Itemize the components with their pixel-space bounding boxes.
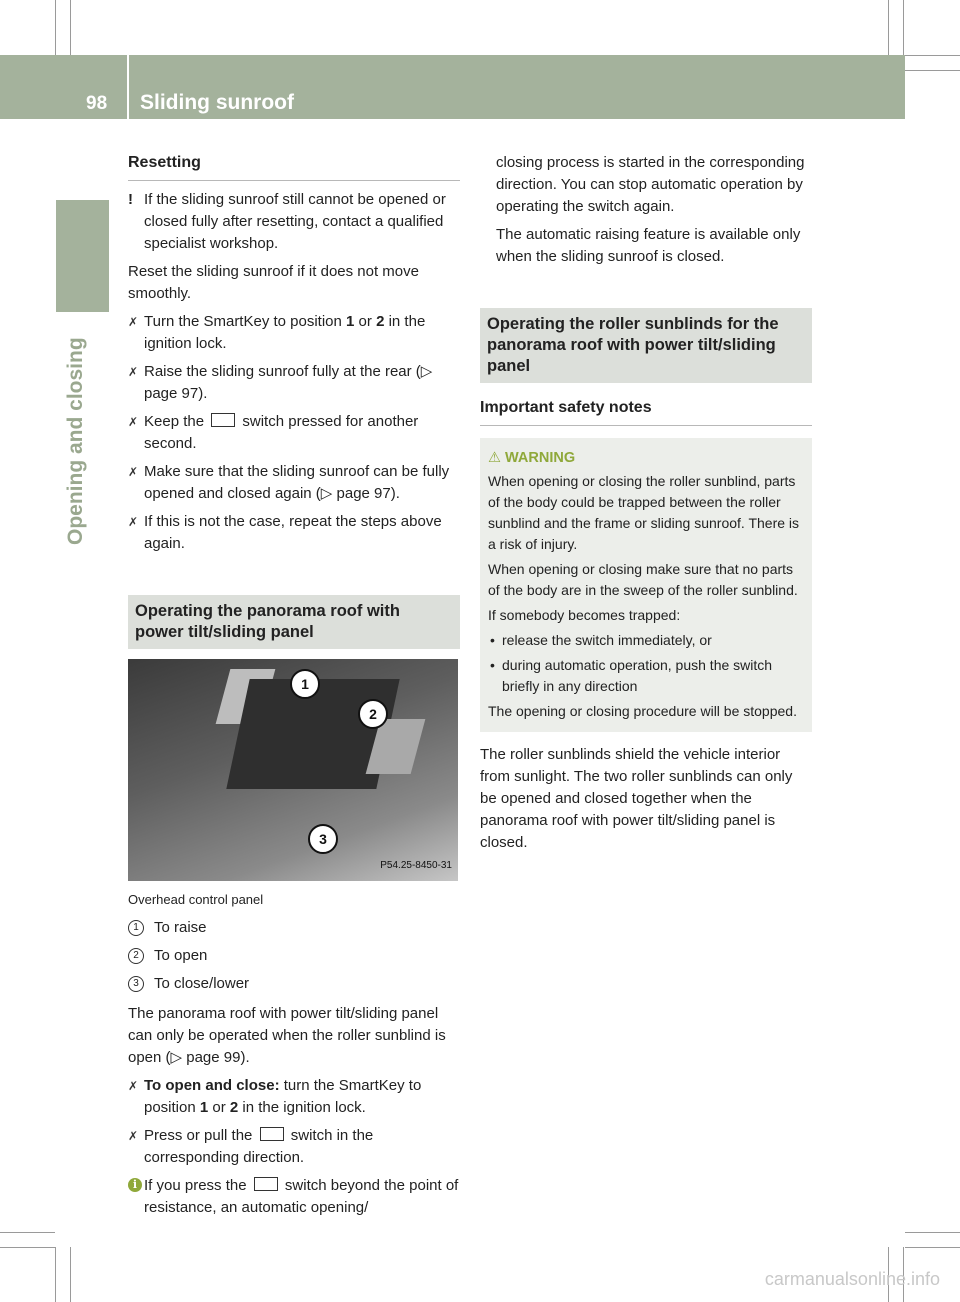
step-text: 2 — [229, 1099, 239, 1116]
crop-mark — [70, 0, 71, 55]
legend-item — [128, 945, 460, 967]
crop-mark — [905, 55, 960, 56]
step-text: switch in the corresponding direction. — [144, 1127, 374, 1166]
step-text: Raise the sliding sunroof fully at the rear (▷ page 97). — [144, 363, 433, 402]
page-number: 98 — [86, 93, 108, 114]
overhead-panel-photo — [128, 659, 458, 881]
caution-text: If the sliding sunroof still cannot be opened or closed fully after resetting, contact a qualified specialist workshop. — [144, 191, 446, 252]
crop-mark — [888, 0, 889, 55]
legend-item — [128, 917, 460, 939]
warning-text: If somebody becomes trapped: — [488, 607, 681, 623]
step-item — [128, 461, 460, 505]
crop-mark — [70, 1247, 71, 1302]
warning-header — [488, 448, 804, 469]
page-header — [0, 55, 905, 119]
legend-text: To raise — [154, 919, 207, 936]
warning-text: When opening or closing the roller sunblind, parts of the body could be trapped between the roller sunblind and the frame or sliding sunroof. There is a risk of injury. — [488, 473, 800, 552]
step-text: or — [208, 1099, 230, 1116]
step-arrow-icon: ✗ — [128, 1129, 139, 1143]
page-title: Sliding sunroof — [140, 91, 294, 114]
warning-label: WARNING — [505, 450, 576, 466]
step-text: or — [354, 313, 377, 330]
crop-mark — [903, 0, 904, 55]
step-item — [128, 311, 460, 355]
roller-heading: Operating the roller sunblinds for the panorama roof with power tilt/sliding panel — [480, 308, 812, 383]
crop-mark — [905, 70, 960, 71]
step-arrow-icon: ✗ — [128, 415, 139, 429]
step-arrow-icon: ✗ — [128, 465, 139, 479]
roller-paragraph: The roller sunblinds shield the vehicle interior from sunlight. The two roller sunblinds can only be opened and closed together when the panorama roof with power tilt/sliding panel is closed. — [480, 746, 793, 851]
step-text: 1 — [199, 1099, 209, 1116]
step-text: switch pressed for another second. — [144, 413, 419, 452]
step-arrow-icon: ✗ — [128, 315, 139, 329]
legend-number: 1 — [128, 920, 144, 936]
panorama-paragraph: The panorama roof with power tilt/sliding panel can only be operated when the roller sunblind is open (▷ page 99). — [128, 1005, 446, 1066]
chapter-label: Opening and closing — [64, 337, 87, 545]
warning-bullet: • during automatic operation, push the switch briefly in any direction — [488, 655, 804, 697]
photo-reference: P54.25-8450-31 — [380, 860, 452, 871]
caution-note — [128, 189, 460, 255]
warning-bullet: • release the switch immediately, or — [488, 630, 804, 651]
callout-1: 1 — [290, 669, 320, 699]
step-text: If this is not the case, repeat the steps above again. — [144, 513, 442, 552]
resetting-heading: Resetting — [128, 152, 460, 181]
left-column — [128, 152, 460, 1225]
crop-mark — [55, 0, 56, 55]
warning-text: The opening or closing procedure will be stopped. — [488, 703, 797, 719]
step-text: 1 — [346, 313, 355, 330]
callout-2: 2 — [358, 699, 388, 729]
step-item — [128, 1075, 460, 1119]
step-arrow-icon: ✗ — [128, 1079, 139, 1093]
crop-mark — [905, 1232, 960, 1233]
crop-mark — [0, 1247, 55, 1248]
step-item — [128, 361, 460, 405]
photo-caption: Overhead control panel — [128, 892, 264, 907]
step-arrow-icon: ✗ — [128, 515, 139, 529]
safety-heading: Important safety notes — [480, 397, 812, 426]
exclamation-icon: ! — [128, 191, 133, 208]
step-text: in the ignition lock. — [144, 313, 426, 352]
step-text: To open and close: — [144, 1077, 280, 1094]
legend-item — [128, 973, 460, 995]
legend-number: 3 — [128, 976, 144, 992]
warning-text: When opening or closing make sure that no parts of the body are in the sweep of the roller sunblind. — [488, 561, 798, 598]
header-divider — [127, 55, 129, 119]
info-icon: i — [128, 1178, 142, 1192]
step-text: Make sure that the sliding sunroof can be fully opened and closed again (▷ page 97). — [144, 463, 450, 502]
callout-3: 3 — [308, 824, 338, 854]
step-text: turn the SmartKey to position — [144, 1077, 422, 1116]
info-note — [128, 1175, 460, 1219]
legend-number: 2 — [128, 948, 144, 964]
switch-icon — [254, 1177, 278, 1191]
step-text: Keep the — [144, 413, 209, 430]
switch-icon — [260, 1127, 284, 1141]
crop-mark — [905, 1247, 960, 1248]
step-text: 2 — [376, 313, 385, 330]
continued-text: closing process is started in the corresponding direction. You can stop automatic operation by operating the switch again. — [496, 154, 805, 215]
switch-icon — [211, 413, 235, 427]
watermark: carmanualsonline.info — [764, 1269, 940, 1289]
panorama-heading: Operating the panorama roof with power tilt/sliding panel — [128, 595, 460, 649]
legend-text: To open — [154, 947, 208, 964]
crop-mark — [55, 1247, 56, 1302]
step-item — [128, 411, 460, 455]
step-arrow-icon: ✗ — [128, 365, 139, 379]
warning-box — [480, 438, 812, 732]
step-text: Turn the SmartKey to position — [144, 313, 347, 330]
step-item — [128, 1125, 460, 1169]
right-column — [480, 152, 812, 860]
continued-text-2: The automatic raising feature is available only when the sliding sunroof is closed. — [496, 226, 801, 265]
warning-triangle-icon: ⚠ — [488, 450, 501, 466]
reset-intro: Reset the sliding sunroof if it does not move smoothly. — [128, 263, 419, 302]
info-text: If you press the — [144, 1177, 251, 1194]
step-item — [128, 511, 460, 555]
crop-mark — [0, 1232, 55, 1233]
legend-text: To close/lower — [154, 975, 250, 992]
step-text: in the ignition lock. — [238, 1099, 366, 1116]
step-text: Press or pull the — [144, 1127, 257, 1144]
info-text: switch beyond the point of resistance, an automatic opening/ — [144, 1177, 459, 1216]
